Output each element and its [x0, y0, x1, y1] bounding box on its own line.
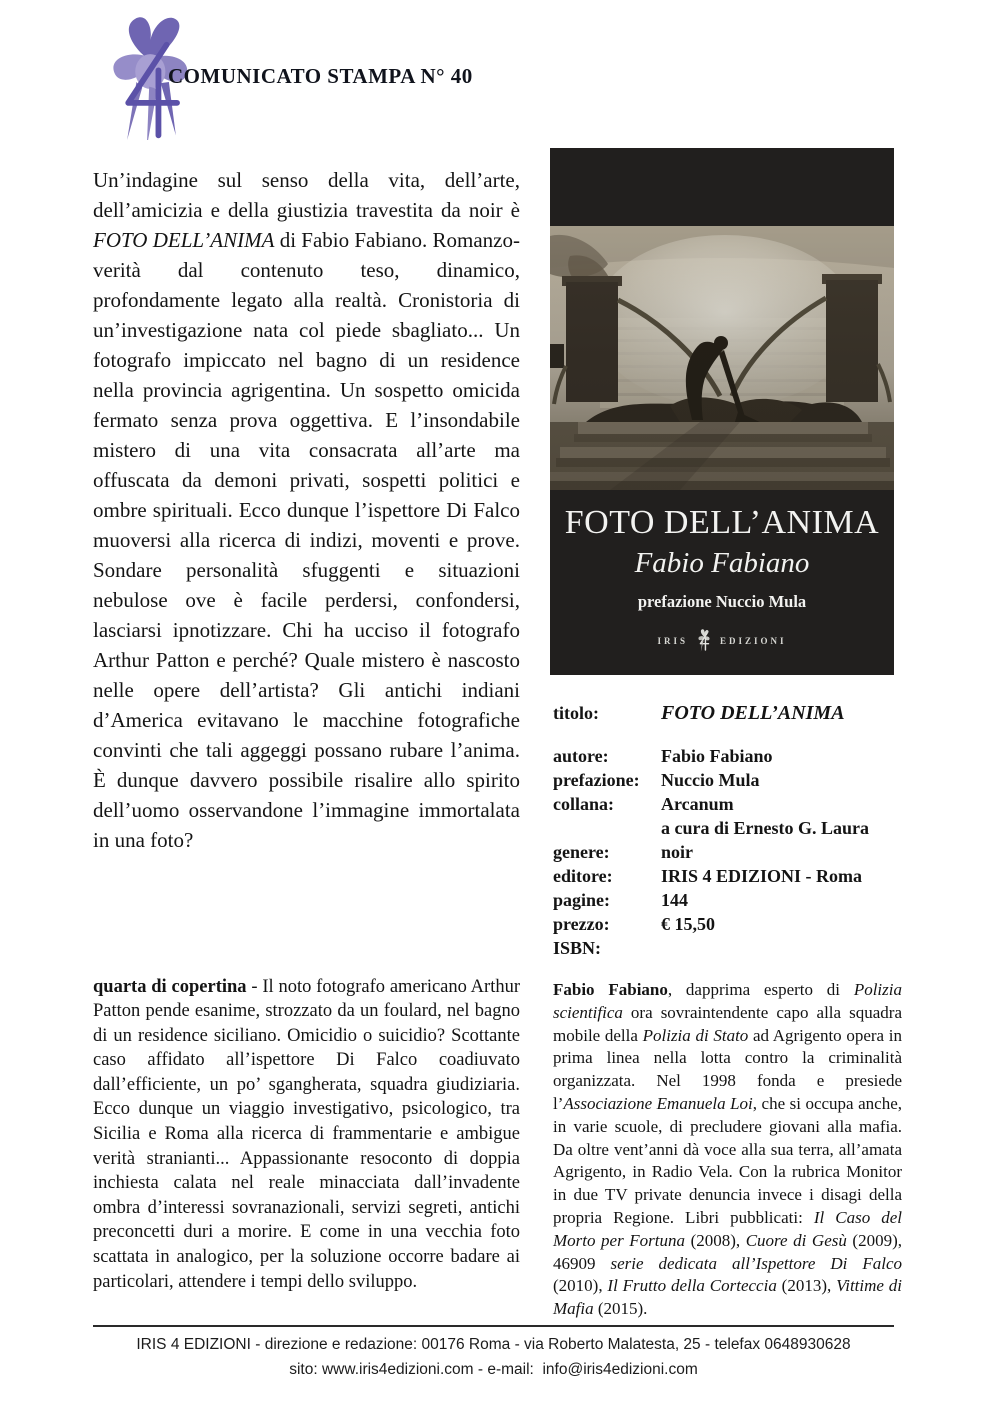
detail-value: noir [661, 842, 694, 862]
detail-value: € 15,50 [661, 914, 715, 934]
detail-label: editore: [553, 866, 613, 886]
detail-value: a cura di Ernesto G. Laura [661, 818, 870, 838]
cover-preface: prefazione Nuccio Mula [637, 592, 807, 611]
detail-row-titolo [553, 701, 913, 725]
detail-row-prezzo [553, 912, 913, 936]
detail-label: collana: [553, 794, 614, 814]
detail-label [553, 816, 661, 840]
detail-row-isbn [553, 936, 913, 960]
detail-label: prefazione: [553, 770, 640, 790]
cover-publisher-mark [550, 628, 894, 654]
detail-row-collana [553, 792, 913, 816]
press-release-number-title: COMUNICATO STAMPA N° 40 [168, 64, 473, 88]
book-cover [550, 148, 894, 675]
detail-row-editore [553, 864, 913, 888]
detail-label: prezzo: [553, 914, 610, 934]
author-bio-paragraph: Fabio Fabiano, dapprima esperto di Polizia scientifica ora sovraintendente capo alla squadra mobile della Polizia di Stato ad Agrigento opera in prima linea nella lotta contro la criminalità organizzata. Nel 1998 fonda e presiede l’Associazione Emanuela Loi, che si occupa anche, in varie scuole, di precludere giovani alla mafia. Da oltre vent’anni dà voce alla sua terra, all’amata Agrigento, in Radio Vela. Con la rubrica Monitor in due TV private denuncia invece i disagi della propria Regione. Libri pubblicati: Il Caso del Morto per Fortuna (2008), Cuore di Gesù (2009), 46909 serie dedicata all’Ispettore Di Falco (2010), Il Frutto della Corteccia (2013), Vittime di Mafia (2015). [553, 980, 903, 1319]
publisher-name-left: IRIS [657, 636, 688, 646]
detail-label: titolo: [553, 703, 599, 723]
cover-title: FOTO DELL’ANIMA [564, 504, 880, 541]
detail-label: pagine: [553, 890, 611, 910]
detail-row-genere [553, 840, 913, 864]
detail-value: Fabio Fabiano [661, 746, 773, 766]
intro-paragraph: Un’indagine sul senso della vita, dell’arte, dell’amicizia e della giustizia travestita da noir è FOTO DELL’ANIMA di Fabio Fabiano. Romanzo-verità dal contenuto teso, dinamico, profondamente legato alla realtà. Cronistoria di un’investigazione nata col piede sbagliato... Un fotografo impiccato nel bagno di un residence nella provincia agrigentina. Un sospetto omicida fermato senza prova oggettiva. E l’insondabile mistero di una vita consacrata all’arte ma offuscata da demoni privati, sospetti politici e ombre spirituali. Ecco dunque l’ispettore Di Falco muoversi alla ricerca di indizi, moventi e prove. Sondare personalità sfuggenti e situazioni nebulose ove è facile perdersi, confondersi, lasciarsi ipnotizzare. Chi ha ucciso il fotografo Arthur Patton e perché? Quale mistero è nascosto nelle opere dell’artista? Gli antichi indiani d’America evitavano le macchine fotografiche convinti che tali aggeggi possano rubare l’anima. È dunque davvero possibile risalire allo spirito dell’uomo osservandone l’immagine immortalata in una foto? [93, 168, 520, 852]
detail-row-pagine [553, 888, 913, 912]
detail-value: 144 [661, 890, 688, 910]
photographer-on-steps-photo [550, 226, 894, 490]
detail-label: autore: [553, 746, 609, 766]
cover-author: Fabio Fabiano [634, 547, 810, 579]
book-details-table [553, 701, 913, 960]
footer [93, 1325, 894, 1382]
mini-iris-icon [695, 628, 713, 654]
cover-text-block [550, 490, 894, 654]
detail-value: Nuccio Mula [661, 770, 760, 790]
footer-contacts-line: sito: www.iris4edizioni.com - e-mail: info@iris4edizioni.com [289, 1361, 698, 1378]
detail-row-autore [553, 744, 913, 768]
detail-label: ISBN: [553, 938, 602, 958]
detail-value: IRIS 4 EDIZIONI - Roma [661, 866, 863, 886]
detail-label: genere: [553, 842, 610, 862]
detail-row-prefazione [553, 768, 913, 792]
publisher-name-right: EDIZIONI [720, 636, 787, 646]
detail-value: Arcanum [661, 794, 734, 814]
back-cover-paragraph: quarta di copertina - Il noto fotografo americano Arthur Patton pende esanime, strozzato da un foulard, nel bagno di un residence siciliano. Omicidio o suicidio? Scottante caso affidato all’ispettore Di Falco coadiuvato dall’efficiente, un po’ sgangherata, squadra giudiziaria. Ecco dunque un viaggio investigativo, psicologico, tra Sicilia e Roma alla ricerca di frammentarie e ambigue verità stranianti... Appassionante resoconto di doppia inchiesta calata nel reale minacciata dall’invadente ombra d’interessi sovranazionali, servizi segreti, antichi preconcetti duri a morire. E come in una vecchia foto scattata in analogico, per la soluzione occorre badare ai particolari, attendere i tempi dello sviluppo. [93, 976, 521, 1292]
detail-value: FOTO DELL’ANIMA [661, 702, 845, 724]
detail-row-collana-curatore [553, 816, 913, 840]
footer-address-line: IRIS 4 EDIZIONI - direzione e redazione: 00176 Roma - via Roberto Malatesta, 25 - telefax 0648930628 [136, 1336, 851, 1353]
